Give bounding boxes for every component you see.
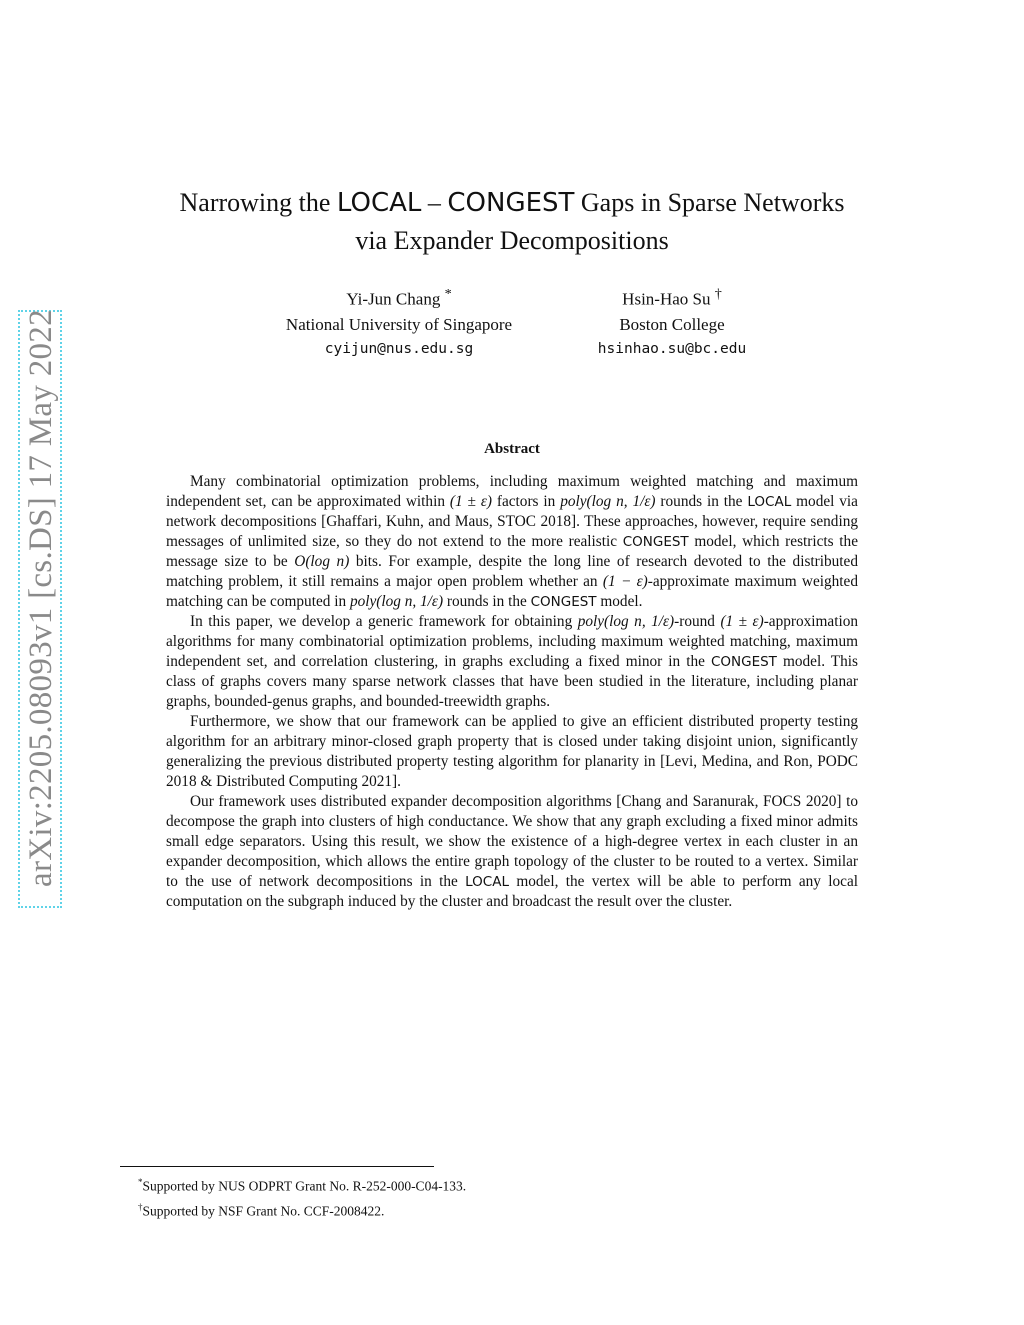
title-text: Narrowing the [179,188,337,217]
model-name: LOCAL [747,494,792,510]
abstract-text: -approximation algorithms for many combinatorial optimization problems, including maximum weighted matching, maximum independent set, and correlation clustering, in graphs excluding a fixed minor in the [166,613,858,670]
abstract-text: model. This class of graphs covers many sparse network classes that have been studied in the literature, including planar graphs, bounded-genus graphs, and bounded-treewidth graphs. [166,653,858,710]
author-email[interactable]: hsinhao.su@bc.edu [597,340,747,357]
math-expression: (1 − ε) [602,573,648,590]
title-text-2: Gaps in Sparse Networks [574,188,845,217]
footnote [138,1172,838,1197]
abstract-paragraph [166,472,858,612]
abstract-paragraph [166,792,858,912]
title-line-2: via Expander Decompositions [355,226,669,255]
abstract-text: Our framework uses distributed expander decomposition algorithms [Chang and Saranurak, FOCS 2020] to decompose the graph into clusters of high conductance. We show that any graph excluding a fixed minor admits small edge separators. Using this result, we show the existence of a high-degree vertex in each cluster in an expander decomposition, which allows the entire graph topology of the cluster to be routed to a vertex. Similar to the use of network decompositions in the [166,793,858,890]
abstract-body [166,472,858,912]
author-name [238,282,560,312]
author-affiliation: National University of Singapore [285,314,513,334]
author-name-text: Hsin-Hao Su [622,289,711,309]
abstract-text: Many combinatorial optimization problems, including maximum weighted matching and maximum independent set, can be approximated within [166,473,858,510]
abstract-paragraph [166,612,858,712]
footnotes [138,1172,838,1221]
abstract-text: rounds in the [655,493,748,510]
author-block [580,282,764,362]
author-block [238,282,560,362]
math-expression: (1 ± ε) [720,613,764,630]
model-name: LOCAL [465,874,509,890]
abstract-text: model via network decompositions [Ghaffari, Kuhn, and Maus, STOC 2018]. These approaches, however, require sending messages of unlimited size, so they do not extend to the more realistic [166,493,858,550]
footnote-text: Supported by NUS ODPRT Grant No. R-252-000-C04-133. [142,1178,467,1194]
footnote-text: Supported by NSF Grant No. CCF-2008422. [142,1203,385,1218]
abstract-text: rounds in the [443,593,531,610]
author-name-text: Yi-Jun Chang [346,289,441,309]
author-email[interactable]: cyijun@nus.edu.sg [324,340,474,357]
model-name: CONGEST [530,594,597,610]
abstract-text: In this paper, we develop a generic framework for obtaining [190,613,578,630]
math-expression: poly(log n, 1/ε) [560,493,656,510]
title-local: LOCAL [336,188,422,218]
title-dash: – [421,188,448,217]
paper-title [120,184,904,260]
abstract-text: model, which restricts the message size to be [166,533,858,570]
model-name: CONGEST [622,534,689,550]
abstract-paragraph: Furthermore, we show that our framework can be applied to give an efficient distributed property testing algorithm for an arbitrary minor-closed graph property that is closed under taking disjoint union, significantly generalizing the previous distributed property testing algorithm for planarity in [Levi, Medina, and Ron, PODC 2018 & Distributed Computing 2021]. [166,713,858,790]
author-name [580,282,764,312]
abstract-text: model. [596,593,643,610]
title-line-1 [120,184,904,222]
title-congest: CONGEST [447,188,575,218]
math-expression: O(log n) [294,553,350,570]
author-footnote-mark: † [714,286,722,302]
arxiv-identifier: arXiv:2205.08093v1 [cs.DS] 17 May 2022 [23,309,59,887]
abstract-text: -approximate maximum weighted matching can be computed in [166,573,858,610]
math-expression: poly(log n, 1/ε) [349,593,444,610]
math-expression: poly(log n, 1/ε) [577,613,675,630]
abstract-text: factors in [491,493,561,510]
author-affiliation: Boston College [619,314,725,334]
footnote [138,1197,838,1222]
model-name: CONGEST [710,654,777,670]
footnote-mark: † [138,1201,143,1212]
footnote-divider [120,1166,434,1167]
abstract-text: bits. For example, despite the long line of research devoted to the distributed matching problem, it still remains a major open problem whether an [166,553,858,590]
abstract-heading: Abstract [484,441,540,457]
author-footnote-mark: * [444,286,452,302]
math-expression: (1 ± ε) [449,493,492,510]
abstract-text: -round [674,613,721,630]
footnote-mark: * [138,1177,143,1187]
abstract-text: model, the vertex will be able to perform any local computation on the subgraph induced by the cluster and broadcast the result over the cluster. [166,873,858,910]
